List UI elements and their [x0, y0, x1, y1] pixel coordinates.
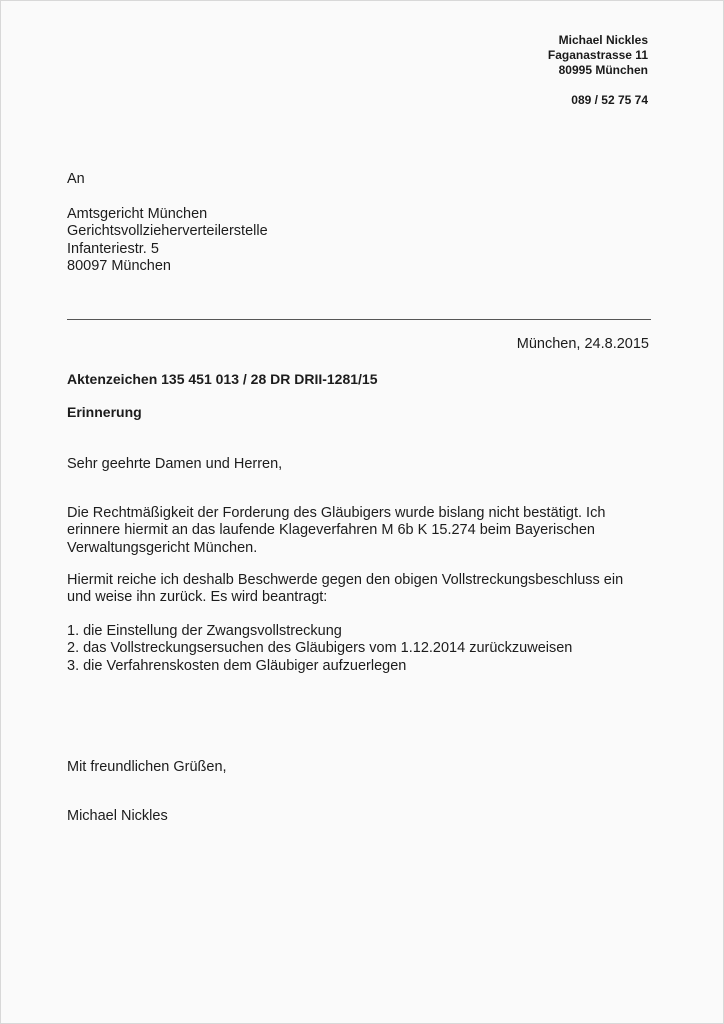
body-paragraph-1: [67, 505, 667, 557]
recipient-line: 80097 München: [67, 258, 171, 274]
sender-phone: 089 / 52 75 74: [571, 93, 648, 107]
recipient-prefix: An: [67, 171, 85, 187]
body-line: Hiermit reiche ich deshalb Beschwerde gegen den obigen Vollstreckungsbeschluss ein: [67, 572, 624, 588]
body-line: und weise ihn zurück. Es wird beantragt:: [67, 589, 328, 606]
recipient-line: Amtsgericht München: [67, 205, 208, 222]
demand-item: 2. das Vollstreckungsersuchen des Gläubigers vom 1.12.2014 zurückzuweisen: [67, 640, 573, 657]
sender-street: Faganastrasse 11: [547, 48, 648, 62]
recipient-line: Gerichtsvollzieherverteilerstelle: [67, 223, 268, 239]
body-paragraph-2: [67, 572, 667, 607]
letter-subject: Erinnerung: [67, 404, 142, 420]
demand-item: 3. die Verfahrenskosten dem Gläubiger aufzuerlegen: [67, 657, 407, 674]
demands-list: [67, 623, 572, 675]
sender-name: Michael Nickles: [558, 33, 648, 47]
salutation: Sehr geehrte Damen und Herren,: [67, 456, 283, 472]
sender-block: [548, 33, 648, 108]
signature-name: Michael Nickles: [67, 808, 168, 824]
sender-city: 80995 München: [558, 63, 648, 77]
body-line: erinnere hiermit an das laufende Klageverfahren M 6b K 15.274 beim Bayerischen: [67, 522, 595, 539]
body-line: Die Rechtmäßigkeit der Forderung des Gläubigers wurde bislang nicht bestätigt. Ich: [67, 505, 606, 521]
body-line: Verwaltungsgericht München.: [67, 539, 258, 556]
letter-date: München, 24.8.2015: [516, 336, 649, 352]
header-divider: [67, 319, 651, 320]
reference-number: Aktenzeichen 135 451 013 / 28 DR DRII-1281/15: [67, 371, 378, 387]
recipient-block: [67, 171, 268, 276]
recipient-line: Infanteriestr. 5: [67, 240, 159, 257]
closing-phrase: Mit freundlichen Grüßen,: [67, 759, 227, 775]
demand-item: 1. die Einstellung der Zwangsvollstreckung: [67, 623, 342, 639]
